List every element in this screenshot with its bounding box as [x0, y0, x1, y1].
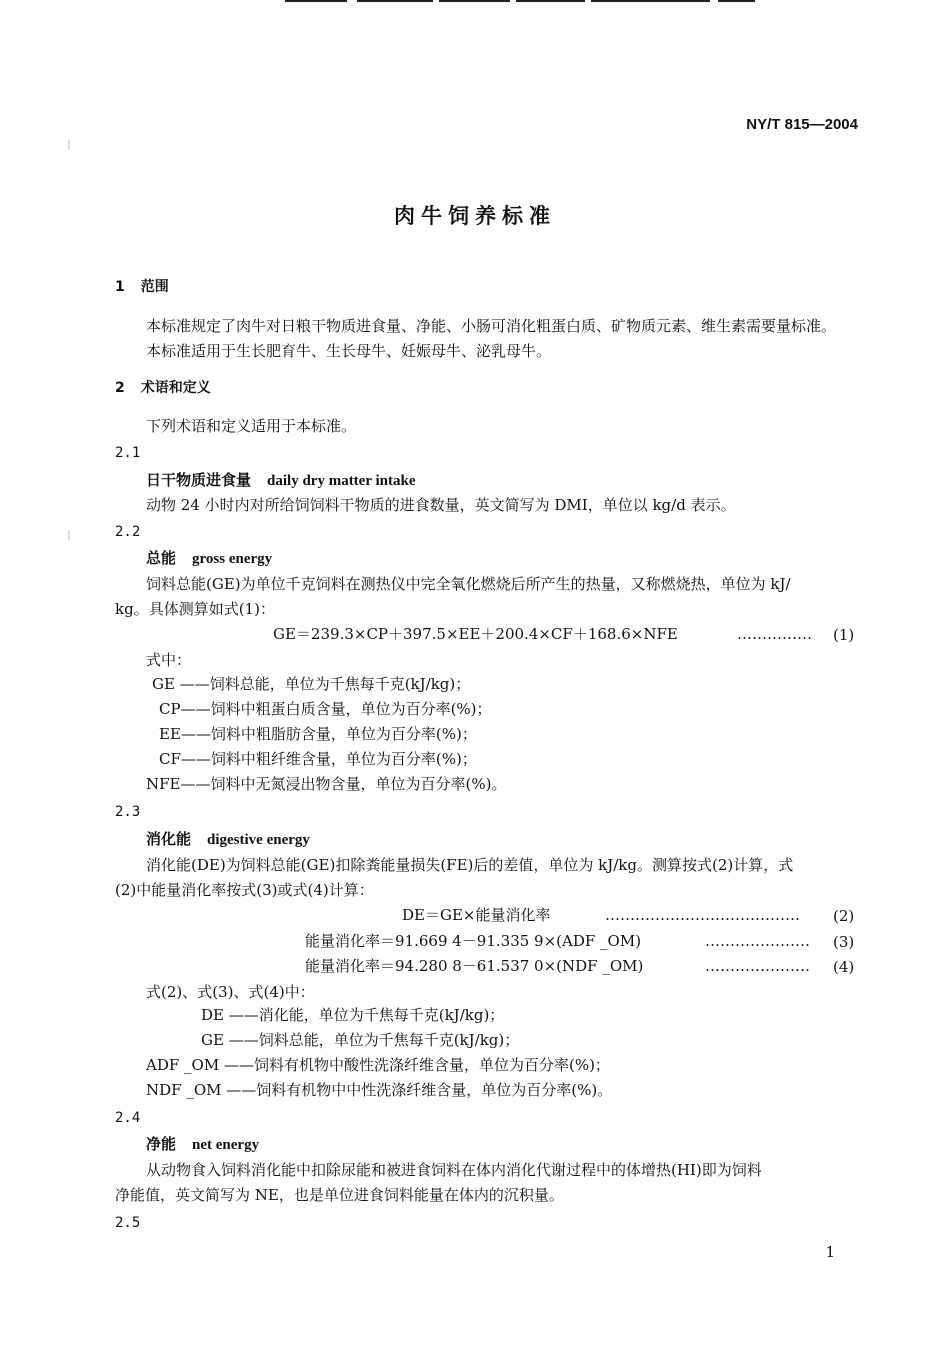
leader-dots: ………………………………… [605, 906, 800, 924]
term-heading [146, 1134, 259, 1155]
leader-dots: ………………… [705, 932, 810, 950]
definition: 从动物食入饲料消化能中扣除尿能和被进食饲料在体内消化代谢过程中的体增热(HI)即为饲料 [146, 1161, 762, 1179]
leader-dots: ………………… [705, 957, 810, 975]
term-cn: 净能 [146, 1135, 177, 1153]
clause-number: 2.3 [115, 804, 141, 820]
definition: 动物 24 小时内对所给饲饲料干物质的进食数量，英文简写为 DMI，单位以 kg/d 表示。 [146, 496, 736, 514]
formula-4: 能量消化率＝94.280 8－61.537 0×(NDF _OM) [305, 957, 644, 975]
section-number: 2 [115, 380, 125, 396]
section-title: 范围 [140, 279, 169, 295]
term-en: daily dry matter intake [267, 473, 416, 489]
clause-number: 2.4 [115, 1110, 141, 1126]
standard-code: NY/T 815—2004 [746, 116, 858, 133]
definition-cont: kg。具体测算如式(1)： [115, 600, 275, 618]
definition: 消化能(DE)为饲料总能(GE)扣除粪能量损失(FE)后的差值，单位为 kJ/kg。测算按式(2)计算，式 [146, 856, 794, 874]
section-2-heading [115, 378, 211, 398]
clause-number: 2.2 [115, 524, 141, 540]
variable-def: EE——饲料中粗脂肪含量，单位为百分率(%)； [159, 725, 477, 743]
variable-def: NFE——饲料中无氮浸出物含量，单位为百分率(%)。 [146, 775, 507, 793]
variable-def: CF——饲料中粗纤维含量，单位为百分率(%)； [159, 750, 477, 768]
term-en: net energy [192, 1137, 260, 1153]
leader-dots: …………… [737, 625, 812, 643]
clause-number: 2.1 [115, 445, 141, 461]
variable-def: NDF _OM ——饲料有机物中中性洗涤纤维含量，单位为百分率(%)。 [146, 1081, 613, 1099]
paragraph: 下列术语和定义适用于本标准。 [146, 417, 357, 435]
variable-def: ADF _OM ——饲料有机物中酸性洗涤纤维含量，单位为百分率(%)； [146, 1056, 610, 1074]
section-1-heading [115, 277, 169, 297]
paragraph: 本标准规定了肉牛对日粮干物质进食量、净能、小肠可消化粗蛋白质、矿物质元素、维生素需要量标准。 [146, 317, 837, 335]
equation-number: (2) [833, 907, 855, 925]
section-number: 1 [115, 279, 125, 295]
term-en: digestive energy [207, 832, 310, 848]
where-label: 式中： [146, 651, 192, 669]
definition: 饲料总能(GE)为单位千克饲料在测热仪中完全氧化燃烧后所产生的热量，又称燃烧热，单位为 kJ/ [146, 575, 791, 593]
definition-cont: (2)中能量消化率按式(3)或式(4)计算： [115, 881, 374, 899]
formula-2: DE＝GE×能量消化率 [402, 906, 551, 924]
page-number: 1 [825, 1243, 835, 1261]
top-rule [285, 0, 755, 6]
formula-3: 能量消化率＝91.669 4－91.335 9×(ADF _OM) [305, 932, 642, 950]
definition-cont: 净能值，英文简写为 NE，也是单位进食饲料能量在体内的沉积量。 [115, 1186, 564, 1204]
term-heading [146, 548, 272, 569]
document-title: 肉牛饲养标准 [394, 204, 556, 228]
term-cn: 总能 [146, 549, 177, 567]
equation-number: (4) [833, 958, 855, 976]
term-cn: 日干物质进食量 [146, 471, 252, 489]
term-cn: 消化能 [146, 830, 192, 848]
formula-1: GE＝239.3×CP＋397.5×EE＋200.4×CF＋168.6×NFE [273, 625, 678, 643]
term-heading [146, 470, 415, 491]
section-title: 术语和定义 [140, 380, 211, 396]
paragraph: 本标准适用于生长肥育牛、生长母牛、妊娠母牛、泌乳母牛。 [146, 342, 552, 360]
scan-mark [68, 530, 70, 540]
where-label: 式(2)、式(3)、式(4)中： [146, 983, 315, 1001]
equation-number: (3) [833, 933, 855, 951]
variable-def: CP——饲料中粗蛋白质含量，单位为百分率(%)； [159, 700, 492, 718]
variable-def: GE ——饲料总能，单位为千焦每千克(kJ/kg)； [152, 675, 471, 693]
term-en: gross energy [192, 551, 273, 567]
term-heading [146, 829, 310, 850]
clause-number: 2.5 [115, 1215, 141, 1231]
variable-def: DE ——消化能，单位为千焦每千克(kJ/kg)； [201, 1006, 505, 1024]
scan-mark [68, 140, 70, 150]
equation-number: (1) [833, 626, 855, 644]
variable-def: GE ——饲料总能，单位为千焦每千克(kJ/kg)； [201, 1031, 520, 1049]
